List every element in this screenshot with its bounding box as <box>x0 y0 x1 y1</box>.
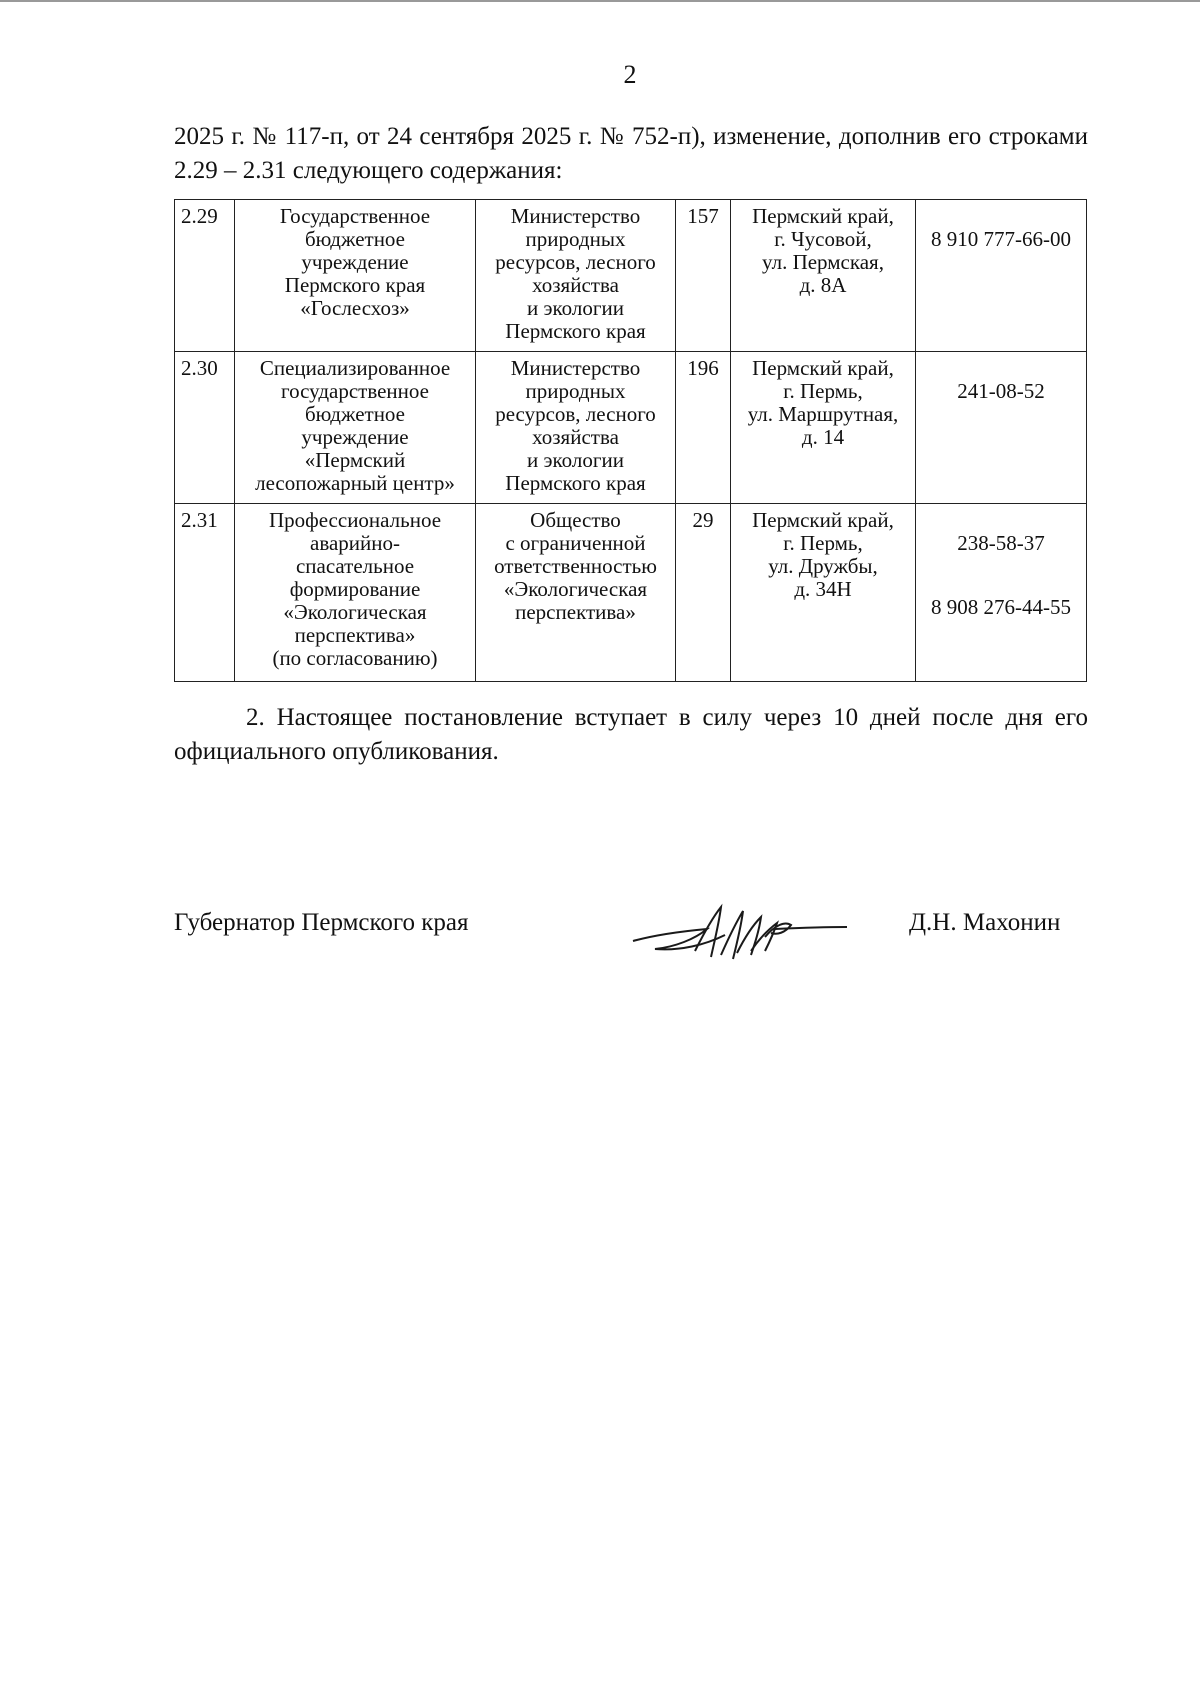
paragraph-2: 2. Настоящее постановление вступает в силу через 10 дней после дня его официального опубликования. <box>174 704 1088 765</box>
signatory-name: Д.Н. Махонин <box>909 909 1061 936</box>
table-row <box>175 200 1087 352</box>
staff-count: 157 <box>676 200 731 352</box>
address: Пермский край, г. Пермь, ул. Дружбы, д. 34Н <box>731 504 916 682</box>
phone-number: 8 908 276-44-55 <box>931 595 1071 619</box>
row-number: 2.29 <box>175 200 235 352</box>
founder: Министерство природных ресурсов, лесного хозяйства и экологии Пермского края <box>476 200 676 352</box>
phone-number: 8 910 777-66-00 <box>931 227 1071 251</box>
phone <box>916 200 1087 352</box>
address: Пермский край, г. Чусовой, ул. Пермская, д. 8А <box>731 200 916 352</box>
phone-number: 241-08-52 <box>957 379 1045 403</box>
staff-count: 29 <box>676 504 731 682</box>
address: Пермский край, г. Пермь, ул. Маршрутная, д. 14 <box>731 352 916 504</box>
phone-number: 238-58-37 <box>957 531 1045 555</box>
phone <box>916 504 1087 682</box>
organization-name: Государственное бюджетное учреждение Пермского края «Гослесхоз» <box>235 200 476 352</box>
intro-paragraph: 2025 г. № 117-п, от 24 сентября 2025 г. № 752-п), изменение, дополнив его строками 2.29 – 2.31 следующего содержания: <box>174 123 1088 184</box>
page-number: 2 <box>623 60 637 89</box>
founder: Министерство природных ресурсов, лесного хозяйства и экологии Пермского края <box>476 352 676 504</box>
organizations-table <box>174 199 1087 682</box>
organization-name: Профессиональное аварийно- спасательное формирование «Экологическая перспектива» (по согласованию) <box>235 504 476 682</box>
table-row <box>175 504 1087 682</box>
signature-image <box>625 895 855 965</box>
signatory-title: Губернатор Пермского края <box>174 909 469 936</box>
table-row <box>175 352 1087 504</box>
scan-edge <box>0 0 1200 2</box>
phone <box>916 352 1087 504</box>
founder: Общество с ограниченной ответственностью «Экологическая перспектива» <box>476 504 676 682</box>
staff-count: 196 <box>676 352 731 504</box>
organization-name: Специализированное государственное бюджетное учреждение «Пермский лесопожарный центр» <box>235 352 476 504</box>
row-number: 2.30 <box>175 352 235 504</box>
row-number: 2.31 <box>175 504 235 682</box>
